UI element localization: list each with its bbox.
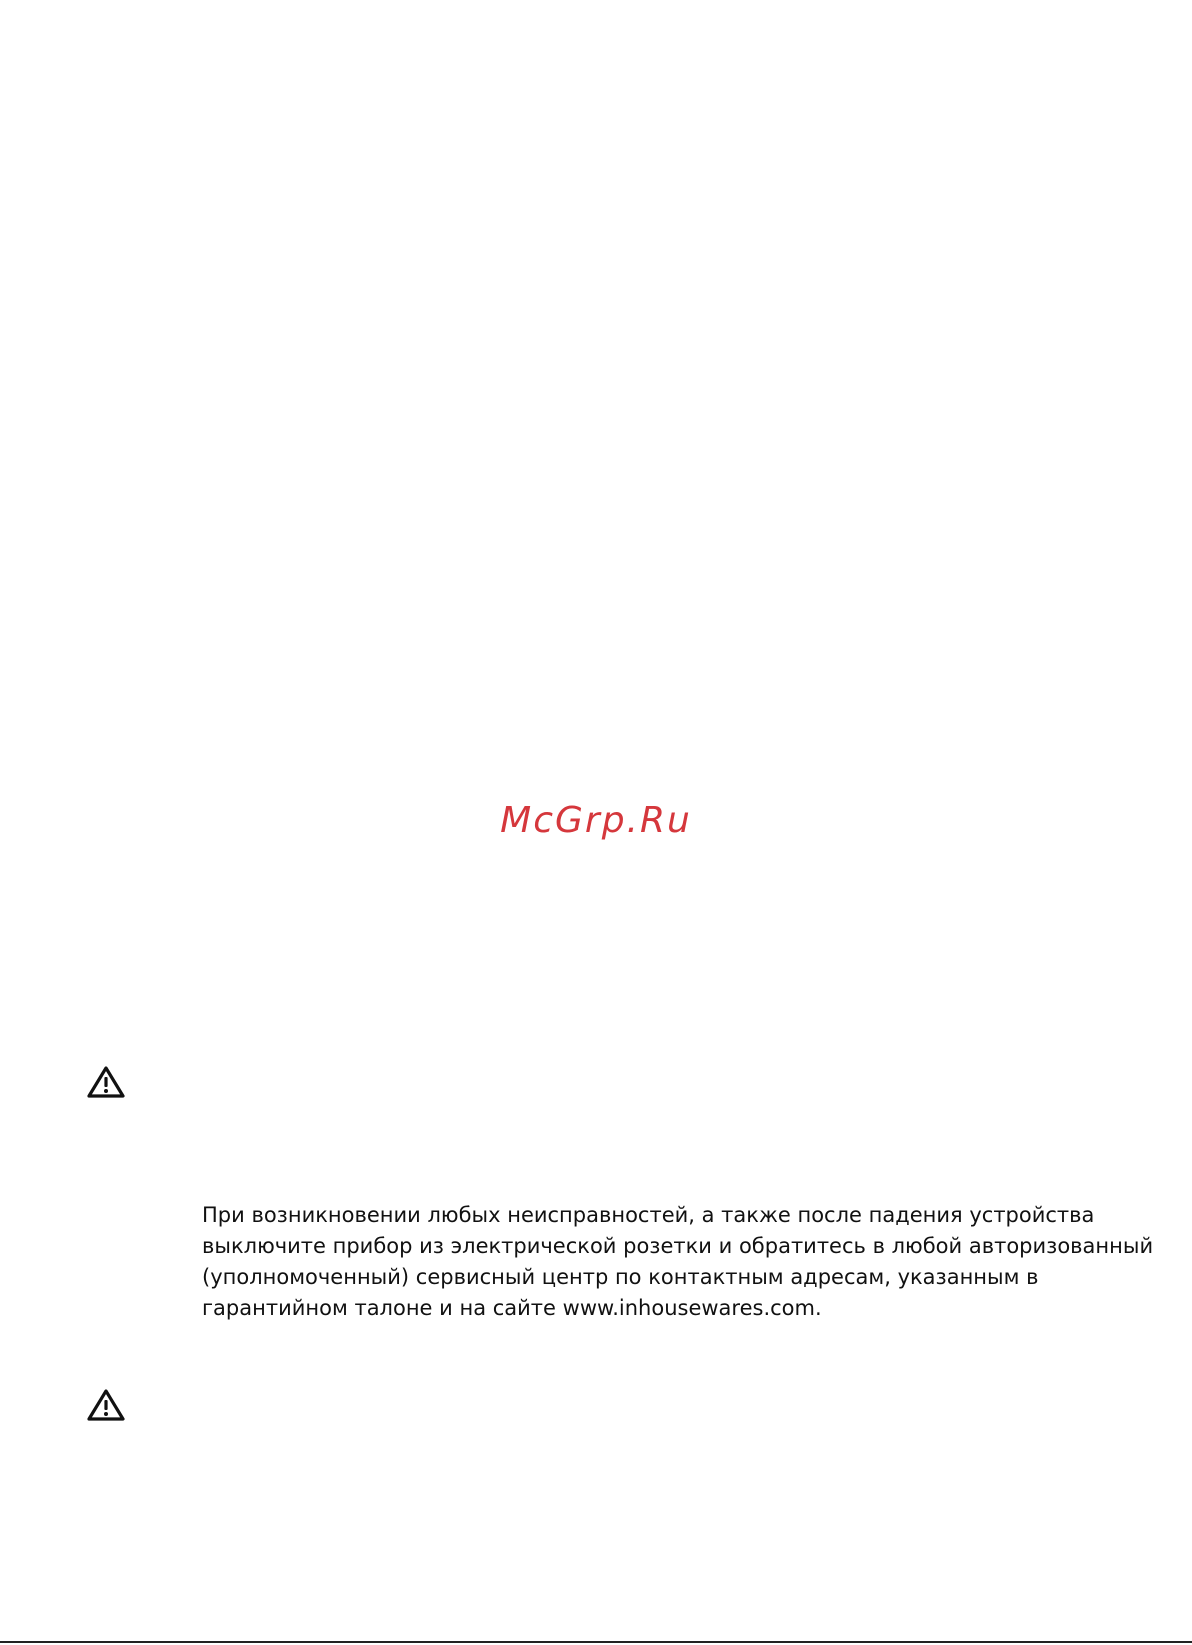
notice-line: выключите прибор из электрической розетки и обратитесь в любой авторизованный (202, 1234, 1154, 1258)
warning-triangle-icon (86, 1388, 126, 1422)
notice-line: гарантийном талоне и на сайте www.inhousewares.com. (202, 1296, 822, 1320)
watermark-text: McGrp.Ru (500, 800, 692, 841)
notice-line: (уполномоченный) сервисный центр по контактным адресам, указанным в (202, 1265, 1039, 1289)
notice-line: При возникновении любых неисправностей, а также после падения устройства (202, 1203, 1095, 1227)
warning-triangle-icon (86, 1065, 126, 1099)
service-notice-paragraph (202, 1200, 1154, 1324)
page-bottom-rule (0, 1641, 1192, 1643)
